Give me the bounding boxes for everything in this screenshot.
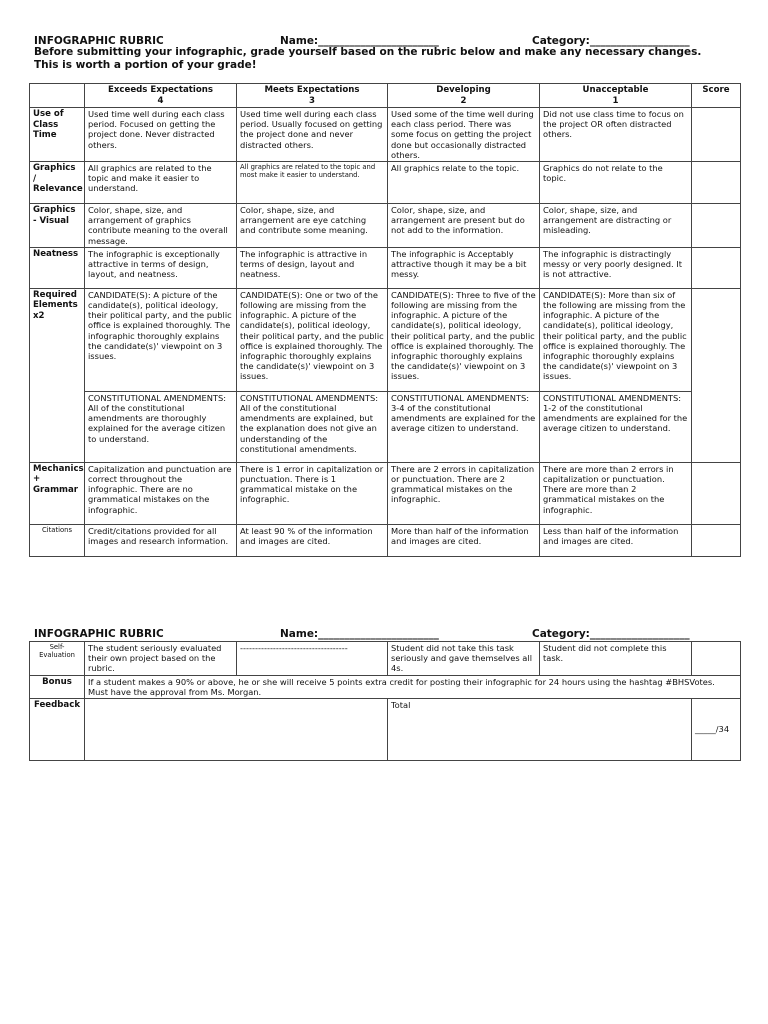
feedback-row xyxy=(30,699,741,761)
score-cell[interactable] xyxy=(692,524,741,556)
rubric-cell: All graphics relate to the topic. xyxy=(388,162,540,204)
bonus-label: Bonus xyxy=(30,675,85,698)
score-cell[interactable] xyxy=(692,162,741,204)
rubric-cell: There are 2 errors in capitalization or punctuation. There are 2 grammatical mistakes on the infographic. xyxy=(388,462,540,524)
name-line[interactable]: _______________________ xyxy=(318,35,439,47)
feedback-label: Feedback xyxy=(30,699,85,761)
bonus-row xyxy=(30,675,741,698)
rubric-cell: More than half of the information and images are cited. xyxy=(388,524,540,556)
self-eval-row xyxy=(30,642,741,676)
name-line[interactable]: _______________________ xyxy=(318,628,439,640)
rubric-cell: The infographic is distractingly messy or very poorly designed. It is not attractive. xyxy=(540,247,692,288)
rubric-title: INFOGRAPHIC RUBRIC xyxy=(34,35,164,47)
rubric-cell: The infographic is attractive in terms of design, layout and neatness. xyxy=(237,247,388,288)
rubric-cell: Used time well during each class period. Usually focused on getting the project done and never distracted others. xyxy=(237,108,388,162)
rubric-cell: CANDIDATE(S): Three to five of the following are missing from the infographic. A picture of the candidate(s), political ideology, their political party, and the public office is explained thoroughly. The infographic thoroughly explains the candidate(s)' viewpoint on 3 issues. xyxy=(388,288,540,391)
rubric-row-class-time xyxy=(30,108,741,162)
rubric-cell: CONSTITUTIONAL AMENDMENTS: All of the constitutional amendments are explained, but the explanation does not give an understanding of the constitutional amendments. xyxy=(237,391,388,462)
row-label: Graphics / Relevance xyxy=(30,162,85,204)
rubric-header-row xyxy=(30,84,741,108)
rubric-cell: CONSTITUTIONAL AMENDMENTS: 1-2 of the constitutional amendments are explained for the average citizen to understand. xyxy=(540,391,692,462)
rubric-row-neatness xyxy=(30,247,741,288)
rubric-cell: All graphics are related to the topic and most make it easier to understand. xyxy=(237,162,388,204)
category-label: Category:___________________ xyxy=(532,628,690,640)
rubric-cell: Color, shape, size, and arrangement are distracting or misleading. xyxy=(540,204,692,248)
rubric-cell: CONSTITUTIONAL AMENDMENTS: 3-4 of the constitutional amendments are explained for the average citizen to understand. xyxy=(388,391,540,462)
rubric-cell: The infographic is exceptionally attractive in terms of design, layout, and neatness. xyxy=(85,247,237,288)
rubric-row-graphics-relevance xyxy=(30,162,741,204)
row-label: Graphics - Visual xyxy=(30,204,85,248)
rubric-row-required-elements xyxy=(30,288,741,391)
category-line[interactable]: ___________________ xyxy=(589,628,690,640)
rubric-cell: Used time well during each class period. Focused on getting the project done. Never distracted others. xyxy=(85,108,237,162)
rubric-cell: Less than half of the information and images are cited. xyxy=(540,524,692,556)
col-score: Score xyxy=(692,84,741,108)
rubric-cell: Capitalization and punctuation are correct throughout the infographic. There are no grammatical mistakes on the infographic. xyxy=(85,462,237,524)
row-label: Citations xyxy=(30,524,85,556)
self-eval-label: Self-Evaluation xyxy=(30,642,85,676)
rubric-row-citations xyxy=(30,524,741,556)
rubric-row-mechanics xyxy=(30,462,741,524)
rubric-cell: Did not use class time to focus on the project OR often distracted others. xyxy=(540,108,692,162)
row-label: Use of Class Time xyxy=(30,108,85,162)
rubric-cell: There is 1 error in capitalization or punctuation. There is 1 grammatical mistake on the infographic. xyxy=(237,462,388,524)
col-developing: Developing 2 xyxy=(388,84,540,108)
score-cell[interactable] xyxy=(692,108,741,162)
total-score[interactable]: _____/34 xyxy=(692,699,741,761)
score-cell[interactable] xyxy=(692,462,741,524)
row-label: Neatness xyxy=(30,247,85,288)
rubric-cell: The infographic is Acceptably attractive though it may be a bit messy. xyxy=(388,247,540,288)
name-label: Name:_______________________ xyxy=(280,628,439,640)
total-label: Total xyxy=(391,700,411,711)
rubric-table xyxy=(29,83,741,557)
self-eval-meets: ------------------------------------ xyxy=(237,642,388,676)
self-eval-unacceptable: Student did not complete this task. xyxy=(540,642,692,676)
score-cell[interactable] xyxy=(692,204,741,248)
rubric-cell: Graphics do not relate to the topic. xyxy=(540,162,692,204)
row-label: Mechanics + Grammar xyxy=(30,462,85,524)
rubric-cell: Color, shape, size, and arrangement of graphics contribute meaning to the overall message. xyxy=(85,204,237,248)
rubric-cell: CONSTITUTIONAL AMENDMENTS: All of the constitutional amendments are thoroughly explained for the average citizen to understand. xyxy=(85,391,237,462)
rubric-cell: CANDIDATE(S): One or two of the following are missing from the infographic. A picture of the candidate(s), political ideology, their political party, and the public office is explained thoroughly. The infographic thoroughly explains the candidate(s)' viewpoint on 3 issues. xyxy=(237,288,388,391)
instructions-line-2: This is worth a portion of your grade! xyxy=(34,59,257,71)
score-cell[interactable] xyxy=(692,288,741,462)
rubric-cell: Credit/citations provided for all images and research information. xyxy=(85,524,237,556)
feedback-area[interactable] xyxy=(85,699,388,761)
rubric-cell: Color, shape, size, and arrangement are present but do not add to the information. xyxy=(388,204,540,248)
rubric-cell: Color, shape, size, and arrangement are eye catching and contribute some meaning. xyxy=(237,204,388,248)
rubric-cell: All graphics are related to the topic and make it easier to understand. xyxy=(85,162,237,204)
col-unacceptable: Unacceptable 1 xyxy=(540,84,692,108)
rubric-row-amendments xyxy=(30,391,741,462)
col-exceeds: Exceeds Expectations 4 xyxy=(85,84,237,108)
rubric-title: INFOGRAPHIC RUBRIC xyxy=(34,628,164,640)
instructions xyxy=(34,46,754,72)
self-eval-developing: Student did not take this task seriously and gave themselves all 4s. xyxy=(388,642,540,676)
row-label: Required Elements x2 xyxy=(30,288,85,462)
rubric-cell: At least 90 % of the information and images are cited. xyxy=(237,524,388,556)
col-meets: Meets Expectations 3 xyxy=(237,84,388,108)
rubric-cell: There are more than 2 errors in capitalization or punctuation. There are more than 2 grammatical mistakes on the infographic. xyxy=(540,462,692,524)
score-cell[interactable] xyxy=(692,247,741,288)
instructions-line-1: Before submitting your infographic, grade yourself based on the rubric below and make any necessary changes. xyxy=(34,46,702,58)
corner-cell xyxy=(30,84,85,108)
total-cell xyxy=(388,699,692,761)
score-cell[interactable] xyxy=(692,642,741,676)
summary-table xyxy=(29,641,741,761)
rubric-cell: CANDIDATE(S): More than six of the following are missing from the infographic. A picture of the candidate(s), political ideology, their political party, and the public office is explained thoroughly. The infographic thoroughly explains the candidate(s)' viewpoint on 3 issues. xyxy=(540,288,692,391)
self-eval-exceeds: The student seriously evaluated their own project based on the rubric. xyxy=(85,642,237,676)
rubric-cell: Used some of the time well during each class period. There was some focus on getting the project done but occasionally distracted others. xyxy=(388,108,540,162)
category-line[interactable]: ___________________ xyxy=(589,35,690,47)
bonus-text: If a student makes a 90% or above, he or she will receive 5 points extra credit for posting their infographic for 24 hours using the hashtag #BHSVotes. Must have the approval from Ms. Morgan. xyxy=(85,675,741,698)
name-label: Name:_______________________ xyxy=(280,35,439,47)
rubric-row-graphics-visual xyxy=(30,204,741,248)
rubric-cell: CANDIDATE(S): A picture of the candidate(s), political ideology, their political party, and the public office is explained thoroughly. The infographic thoroughly explains the candidate(s)' viewpoint on 3 issues. xyxy=(85,288,237,391)
category-label: Category:___________________ xyxy=(532,35,690,47)
